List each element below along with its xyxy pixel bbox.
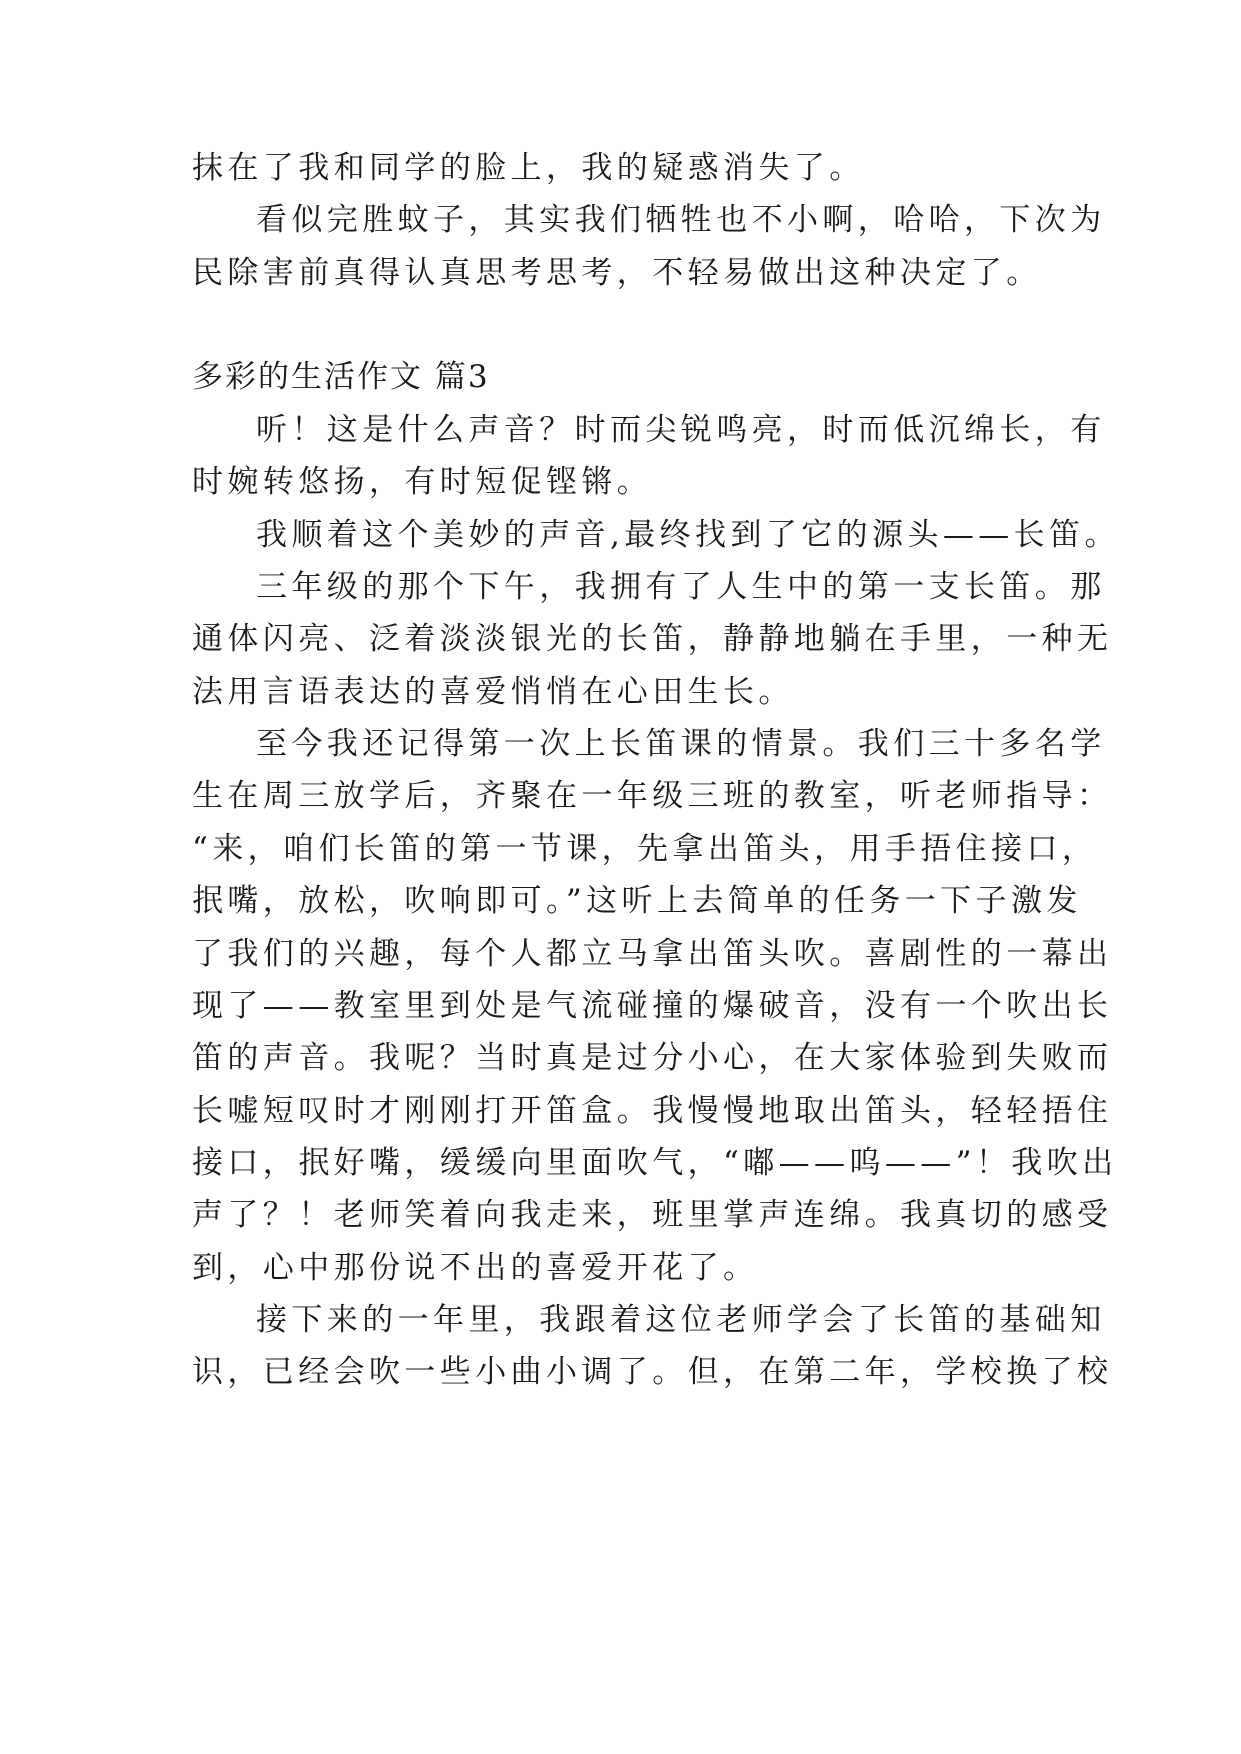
text-line: 长嘘短叹时才刚刚打开笛盒。我慢慢地取出笛头，轻轻捂住 — [192, 1093, 1113, 1129]
text-line: 法用言语表达的喜爱悄悄在心田生长。 — [192, 674, 794, 710]
text-line: 了我们的兴趣，每个人都立马拿出笛头吹。喜剧性的一幕出 — [192, 936, 1113, 972]
text-line: 我顺着这个美妙的声音,最终找到了它的源头——长笛。 — [256, 517, 1120, 553]
text-line: 抹在了我和同学的脸上，我的疑惑消失了。 — [192, 150, 865, 186]
text-line: 到，心中那份说不出的喜爱开花了。 — [192, 1250, 759, 1286]
text-line: 生在周三放学后，齐聚在一年级三班的教室，听老师指导： — [192, 778, 1113, 814]
text-line: 至今我还记得第一次上长笛课的情景。我们三十多名学 — [256, 726, 1106, 762]
text-line: 识，已经会吹一些小曲小调了。但，在第二年，学校换了校 — [192, 1354, 1113, 1390]
text-line: 笛的声音。我呢？当时真是过分小心，在大家体验到失败而 — [192, 1040, 1113, 1076]
text-line: 接口，抿好嘴，缓缓向里面吹气，“嘟——呜——”！我吹出 — [192, 1145, 1118, 1181]
text-line: “来，咱们长笛的第一节课，先拿出笛头，用手捂住接口， — [192, 831, 1098, 867]
text-line: 三年级的那个下午，我拥有了人生中的第一支长笛。那 — [256, 569, 1106, 605]
text-line: 抿嘴，放松，吹响即可。”这听上去简单的任务一下子激发 — [192, 883, 1082, 919]
section-heading: 多彩的生活作文 篇3 — [192, 359, 490, 395]
text-line: 通体闪亮、泛着淡淡银光的长笛，静静地躺在手里，一种无 — [192, 621, 1113, 657]
text-line: 看似完胜蚊子，其实我们牺牲也不小啊，哈哈，下次为 — [256, 202, 1106, 238]
text-line: 接下来的一年里，我跟着这位老师学会了长笛的基础知 — [256, 1302, 1106, 1338]
text-line: 时婉转悠扬，有时短促铿锵。 — [192, 464, 653, 500]
text-line: 民除害前真得认真思考思考，不轻易做出这种决定了。 — [192, 255, 1042, 291]
text-line: 听！这是什么声音？时而尖锐鸣亮，时而低沉绵长，有 — [256, 412, 1106, 448]
text-line: 声了？！老师笑着向我走来，班里掌声连绵。我真切的感受 — [192, 1197, 1113, 1233]
text-line: 现了——教室里到处是气流碰撞的爆破音，没有一个吹出长 — [192, 988, 1113, 1024]
